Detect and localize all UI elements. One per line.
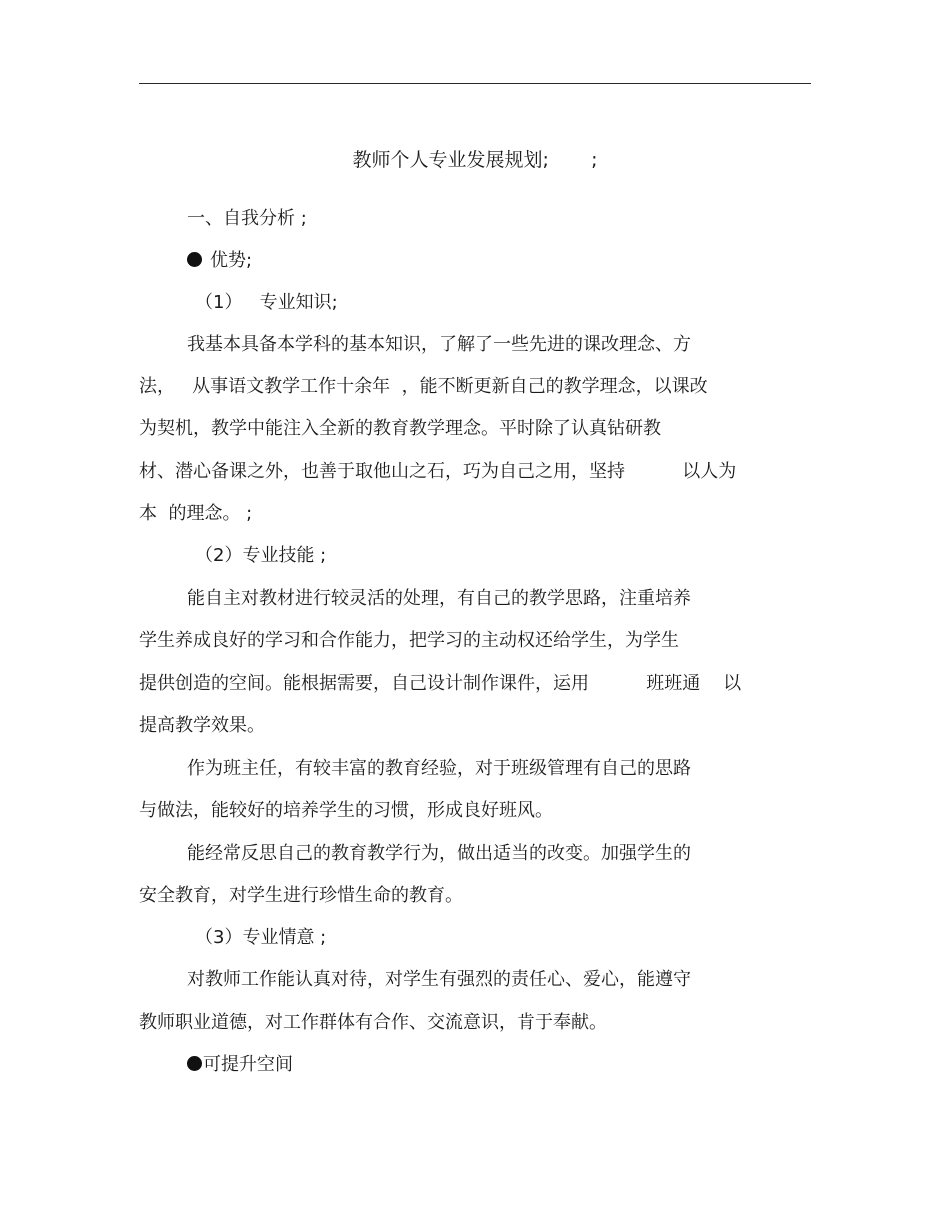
paragraph-line: 提高教学效果。	[139, 715, 265, 736]
paragraph-line: 材、潜心备课之外，也善于取他山之石，巧为自己之用，坚持 以人为	[139, 461, 737, 482]
bullet-improve	[187, 1050, 293, 1080]
subheading-skills: （2）专业技能 ;	[195, 545, 327, 566]
bullet-icon	[187, 1056, 202, 1071]
paragraph-line: 教师职业道德，对工作群体有合作、交流意识，肯于奉献。	[139, 1012, 607, 1033]
subheading-knowledge: （1） 专业知识;	[195, 292, 338, 313]
section-heading-self-analysis: 一、自我分析 ;	[187, 208, 307, 229]
paragraph-line: 本 的理念。 ;	[139, 503, 253, 524]
paragraph-line: 安全教育，对学生进行珍惜生命的教育。	[139, 885, 463, 906]
paragraph-line: 法， 从事语文教学工作十余年 ，能不断更新自己的教学理念，以课改	[139, 376, 708, 397]
paragraph-line: 我基本具备本学科的基本知识，了解了一些先进的课改理念、方	[187, 334, 691, 355]
paragraph-line: 为契机，教学中能注入全新的教育教学理念。平时除了认真钻研教	[139, 418, 661, 439]
bullet-icon	[187, 252, 202, 267]
paragraph-line: 对教师工作能认真对待，对学生有强烈的责任心、爱心，能遵守	[187, 969, 691, 990]
paragraph-line: 能经常反思自己的教育教学行为，做出适当的改变。加强学生的	[187, 843, 691, 864]
bullet-strengths	[187, 246, 252, 276]
paragraph-line: 与做法，能较好的培养学生的习惯，形成良好班风。	[139, 800, 553, 821]
paragraph-line: 能自主对教材进行较灵活的处理，有自己的教学思路，注重培养	[187, 588, 691, 609]
document-title: 教师个人专业发展规划; ;	[352, 149, 598, 171]
bullet-strengths-label: 优势;	[210, 250, 253, 271]
paragraph-line: 作为班主任，有较丰富的教育经验，对于班级管理有自己的思路	[187, 758, 691, 779]
paragraph-line: 提供创造的空间。能根据需要，自己设计制作课件，运用 班班通 以	[139, 673, 742, 694]
header-rule	[139, 83, 811, 84]
subheading-emotion: （3）专业情意 ;	[195, 927, 327, 948]
bullet-improve-label: 可提升空间	[203, 1054, 293, 1075]
paragraph-line: 学生养成良好的学习和合作能力，把学习的主动权还给学生，为学生	[139, 630, 679, 651]
